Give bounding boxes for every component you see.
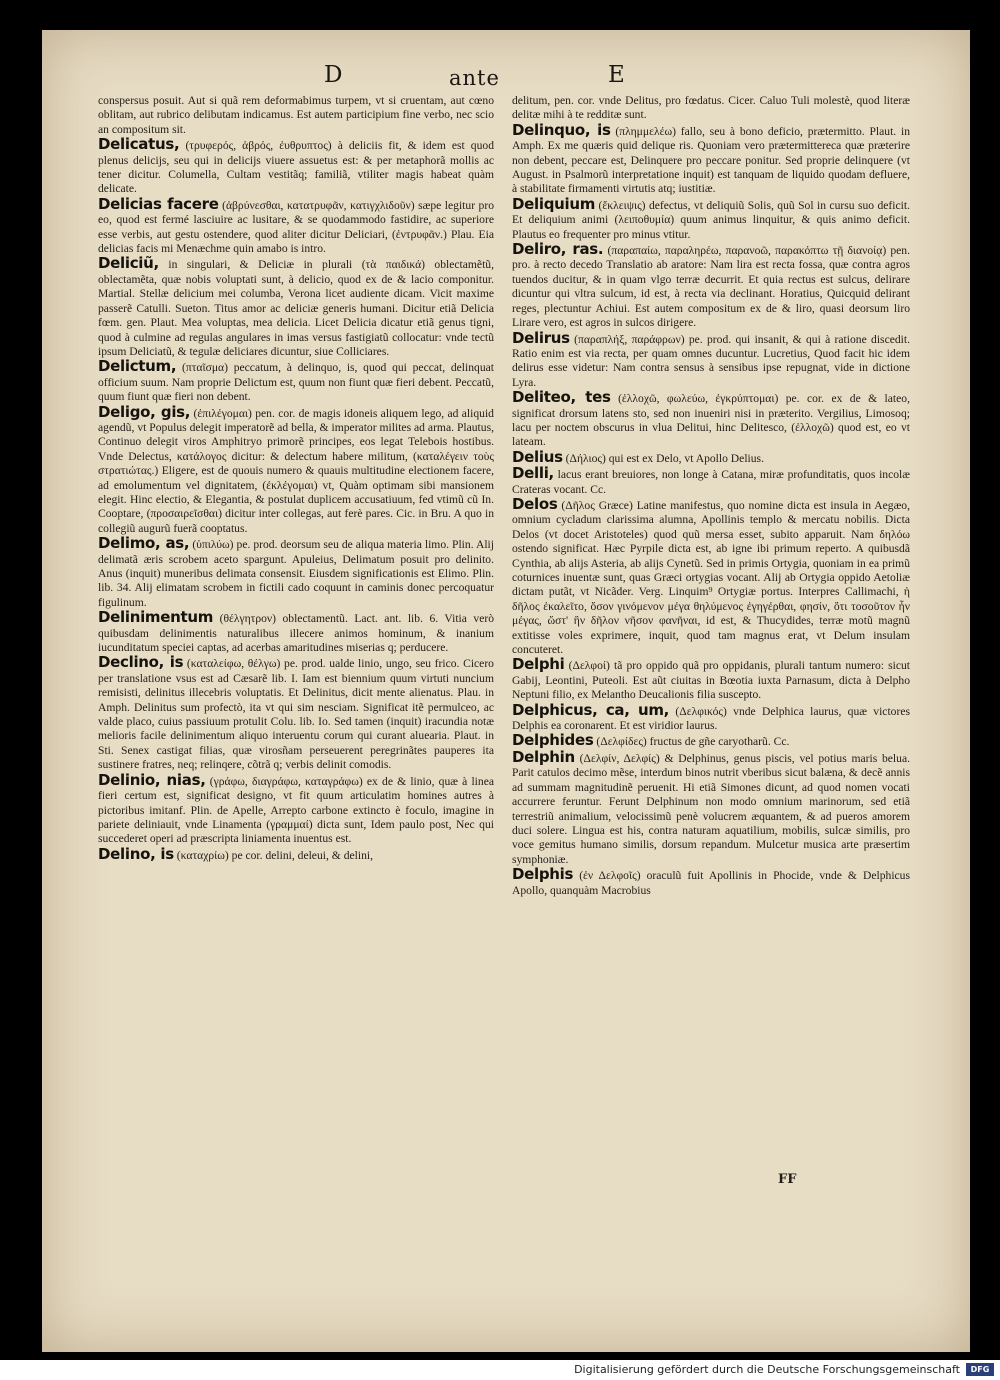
- entry-lemma: Delli,: [512, 464, 554, 483]
- entry-text: (ἐλλοχῶ, φωλεύω, ἐγκρύπτομαι) pe. cor. ex de & lateo, significat drorsum latens sto, sed non inueniri nisi in præterito. Vergilius, Limosoq; lacu per noctem obscurus in vlua Delitui, hinc Delitesco, (ἐλλοχῶ) quod est, eo vt lateam.: [512, 392, 910, 449]
- dictionary-entry: [512, 747, 910, 867]
- entry-lemma: Deliro, ras.: [512, 240, 604, 259]
- dictionary-entry: [98, 92, 494, 137]
- dictionary-entry: [512, 867, 910, 898]
- header-left-letter: D: [324, 62, 344, 88]
- right-column: [512, 92, 910, 898]
- dictionary-page: [42, 30, 970, 1352]
- entry-text: (Δελφίδες) fructus de gñe caryotharũ. Cc.: [596, 735, 790, 749]
- dictionary-entry: [512, 92, 910, 123]
- entry-text: (ἐπιλέγομαι) pen. cor. de magis idoneis aliquem lego, ad aliquid agendũ, vt Populus delegit imperatorẽ ad bella, & imperator milites ad arma. Plautus, Continuo delegit viros Amphitryo primorẽ principes, eos legat Telebois hostibus. Vnde Delectus, κατάλογος dicitur: & delectum habere militum, (καταλέγειν τοὺς στρατιώτας.) Eligere, est de quouis numero & quauis multitudine electionem facere, ad emolumentum vel dignitatem, (ἐκλέγομαι) vt, Quàm optimam sibi mansionem elegit. Hinc electio, & Elegantia, & postulat duplicem accusatiuum, fed vtimũ cũ In. Cooptare, (προσαιρεῖσθαι) dicitur inter collegas, aut ferè pares. Cic. in Bru. A quo in collegiũ augurũ fuerã cooptatus.: [98, 406, 494, 535]
- entry-text: (καταχρίω) pe cor. delini, deleui, & delini,: [176, 848, 373, 862]
- entry-lemma: Delirus: [512, 328, 570, 347]
- dictionary-entry: [98, 402, 494, 537]
- dictionary-entry: [512, 328, 910, 391]
- dictionary-entry: [512, 194, 911, 242]
- dfg-logo-icon: DFG: [966, 1363, 994, 1376]
- entry-text: (θέλγητρον) oblectamentũ. Lact. ant. lib. 6. Vitia verò quibusdam delinimentis naturalibus illecere animos hominum, & inanium iucunditatum speciei captas, ad acerbas amaritudines miserias q; perducere.: [98, 612, 494, 655]
- dictionary-entry: [98, 655, 494, 772]
- entry-text: (Δελφοί) tã pro oppido quã pro oppidanis, plurali tantum numero: sicut Gabij, Leontini, Puteoli. Est aũt ciuitas in Bœotia iuxta Parnasum, dicta à Delpho Neptuni filio, ex Melantho Deucalionis filia suscepto.: [512, 659, 910, 702]
- dictionary-entry: [98, 770, 494, 847]
- entry-lemma: Delphis: [512, 865, 574, 884]
- entry-text: conspersus posuit. Aut si quã rem deformabimus turpem, vt si cruentam, aut cœno oblitam, aut rubrico delibutam indicamus. Est autem participium fine verbo, nec scio an compositum sit.: [98, 94, 494, 136]
- dictionary-entry: [98, 610, 494, 655]
- entry-lemma: Delino, is: [98, 844, 174, 863]
- entry-text: (Δῆλος Græce) Latine manifestus, quo nomine dicta est insula in Aegæo, omnium cycladum clarissima alumna, Apollinis templo & mercatu nobilis. Dicta Delos (vt docet Aristoteles) quod quũ mersa esset, subito apparuit. Nam δηλόω ostendo significat. Hæc Pyrpile dicta est, ab igne ibi primum reperto. A quibusdã Cynthia, ab alijs Asteria, ab alijs Cynetũ. Sed in primis Ortygia, quoniam in ea primũ coturnices inuentæ sunt, quas Græci ortygias vocant. Alij ab Ortygia oppido Aetoliæ dictam putãt, vt Nicãder. Verg. Linquim⁹ Ortygiæ portus. Interpres Callimachi, ἡ δῆλος ἐκαλεῖτο, ὅσον γινόμενον μέγα θηλύμενος ἐγηγέρθαι, φησίν, ὅτι τοσοῦτον ἦν μέγας, ὥστ' ἣν δῆλον νῆσον φανῆναι, id est, & Thucydides, terræ motũ magnũ extitisse voles exprimere, inquit, quod tam magnus erat, vt Delum insulam concuteret.: [512, 498, 911, 657]
- entry-text: (Δελφικός) vnde Delphica laurus, quæ victores Delphis ea coronarent. Et est viridior laurus.: [512, 704, 910, 733]
- entry-lemma: Declino, is: [98, 653, 184, 672]
- entry-lemma: Delphin: [512, 747, 575, 766]
- entry-lemma: Delicatus,: [98, 135, 180, 154]
- entry-text: (καταλείφω, θέλγω) pe. prod. ualde linio, ungo, seu frico. Cicero per translatione vsus est ad Cæsarẽ lib. I. Iam est biennium quum virtuti nuncium remisisti, delinitus illecebris voluptatis. Et Delinitus, dicit mente alienatus. Plau. in Amph. Delinitus sum profectò, ita vt qui sim nesciam. Significat itẽ permulceo, ac valde placo, cuius passiuum protulit Colu. lib. Io. Sed tamen (inquit) iracundia notæ melioris facile delinimentum aliquo interuentu corum qui curant aluearia. Plaut. in Sti. Senex castigat filias, quæ virosñam perseuerent peregrinãtes pauperes ita sustinere fratres, neq; relinqere, cõtrã q; verbis delinit comodis.: [98, 657, 494, 772]
- entry-lemma: Delicias facere: [98, 194, 219, 213]
- dictionary-entry: [98, 137, 494, 197]
- entry-text: (ὑπιλύω) pe. prod. deorsum seu de aliqua materia limo. Plin. Alij delimatã æris scrobem aceto spargunt. Apuleius, Delimatum posuit pro delinito. Anus (inquit) muneribus delimata consensit. Eiusdem significationis est Elimo. Plin. lib. 34. Alij elimatam scrobem in fictili cado coquunt in caminis donec percoquatur figulinum.: [98, 538, 494, 609]
- entry-lemma: Delinimentum: [98, 608, 214, 627]
- entry-lemma: Deliquium: [512, 194, 596, 213]
- header-center-word: ante: [449, 66, 500, 90]
- dictionary-entry: [512, 494, 911, 657]
- funding-credit: Digitalisierung gefördert durch die Deutsche Forschungsgemeinschaft: [574, 1363, 960, 1376]
- entry-lemma: Delictum,: [98, 357, 177, 376]
- dictionary-entry: [98, 359, 494, 404]
- entry-lemma: Delimo, as,: [98, 534, 190, 553]
- entry-lemma: Deliteo, tes: [512, 388, 611, 407]
- left-column: [98, 92, 494, 863]
- entry-lemma: Delinquo, is: [512, 120, 611, 139]
- footer-strip: [0, 1360, 1000, 1380]
- dictionary-entry: [98, 194, 495, 257]
- entry-text: (πλημμελέω) fallo, seu à bono deficio, prætermitto. Plaut. in Amph. Ex me quæris quid delique ris. Quoniam vero prætermittereca quæ præterire non debent, peccare est, Delinquere pro peccare ponitur. Sed proprie delinquere (vt August. in Psalmorũ interpretatione inquit) est tanquam de liquido quodam defluere, à stabilitate firmamenti virtutis atq; iustitiæ.: [512, 124, 911, 196]
- entry-text: (Δήλιος) qui est ex Delo, vt Apollo Delius.: [565, 451, 764, 465]
- dictionary-entry: [512, 447, 910, 466]
- header-right-letter: E: [608, 62, 626, 88]
- entry-text: delitum, pen. cor. vnde Delitus, pro fœdatus. Cicer. Caluo Tuli molestè, quod literæ delitæ mihi à te redditæ sunt.: [512, 94, 910, 122]
- dictionary-entry: [98, 844, 494, 863]
- entry-text: (παραπαίω, παραληρέω, παρανοῶ, παρακόπτω τῇ διανοίᾳ) pen. pro. à recto decedo Translatio ab aratore: Nam lira est recta fossa, quæ contra agros tuendos ducitur, & in quam vlgo terræ decurrit. Et quia rectus est sulcus, delirare dicuntur qui vltra sulcum, id est, à recta via declinant. Horatius, Quicquid delirant reges, plectuntur Achiui. Est autem compositum ex de & liro, quasi deorsum liro Lirare vero, est agros in sulcos dirigere.: [512, 244, 910, 330]
- entry-lemma: Delinio, nias,: [98, 770, 206, 789]
- entry-text: (ἐν Δελφοῖς) oraculũ fuit Apollinis in Phocide, vnde & Delphicus Apollo, quanquàm Macrobius: [512, 869, 910, 897]
- entry-lemma: Delos: [512, 494, 558, 513]
- dictionary-entry: [98, 256, 494, 359]
- entry-text: (παραπλήξ, παράφρων) pe. prod. qui insanit, & qui à ratione discedit. Ratio enim est via recta, per quam omnes ducuntur. Lucretius, Quod facit hic idem delirus esse videtur: Nam contra sensus à sensibus ipse repugnat, vide in dictione Lyra.: [512, 332, 910, 389]
- entry-text: in singulari, & Deliciæ in plurali (τὰ παιδικά) oblectamẽtũ, oblectamẽta, quæ nobis voluptati sunt, à delicio, quod ex de & lacio componitur. Martial. Stellæ delicium mei columba, Verona licet audiente dicam. Vicit maxime passerẽ Catulli. Sueton. Titus amor ac deliciæ generis humani. Dicitur etiã Delicia fœm. gen. Plaut. Mea voluptas, mea delicia. Licet Delicia dicatur etiã genus tigni, quod à culmine ad regulas angulares in imas versus fastigiatũ collocatur: vnde tectũ ipsum Deliciatũ, & tegulæ deliciares dicuntur, siue Colliciares.: [98, 258, 494, 358]
- entry-text: (ἀβρύνεσθαι, κατατρυφᾶν, κατιγχλιδοῦν) sæpe legitur pro eo, quod est fermé lasciuire ac lusitare, & se quodammodo fastidire, ac superiore esse verbis, aut gestu ostendere, quod aliter dicitur Deliciari, (ἐντρυφᾶν.) Plau. Eia delicias facis mi Menæchme quin amabo is intro.: [98, 198, 495, 256]
- entry-lemma: Delphides: [512, 731, 594, 750]
- dictionary-entry: [512, 657, 910, 702]
- dictionary-entry: [512, 390, 910, 450]
- entry-lemma: Delphi: [512, 655, 565, 674]
- entry-lemma: Deliciũ,: [98, 254, 159, 273]
- dictionary-entry: [512, 466, 910, 497]
- signature-mark: FF: [778, 1172, 797, 1187]
- dictionary-entry: [98, 536, 494, 610]
- entry-text: (πταῖσμα) peccatum, à delinquo, is, quod qui peccat, delinquat officium suum. Nam proprie Delictum est, quum non fiunt quæ fieri debent. Peccatũ, quum fiunt quæ fieri non debent.: [98, 361, 494, 404]
- dictionary-entry: [512, 242, 910, 330]
- entry-text: (γράφω, διαγράφω, καταγράφω) ex de & linio, quæ à linea fieri certum est, significat designo, vt fit quum articulatim homines autres à pictoribus imitanf. Plin. de Apelle, Arrepto carbone extincto è foculo, imagine in pariete deliniauit, vnde Linamenta (γραμμαί) dicta sunt, Idem paulo post, Nec qui succederet operi ad præscripta liniamenta inuentus est.: [98, 774, 494, 846]
- entry-text: (Δελφίν, Δελφίς) & Delphinus, genus piscis, vel potius maris belua. Parit catulos decimo mẽse, interdum binos nutrit vberibus sicut balæna, & decẽ annis ad summam magnitudinẽ peruenit. Hi etiã Simones dicunt, ad quod nomen vocati accurrere feruntur. Ferunt Delphinum non modo omnium marinorum, sed etiã terrestriũ animalium, velocissimũ penè volucrem æquantem, & ad pueros amorem duci solere. Lingua est his, contra naturam aquatilium, mobilis, sulcæ similis, pro voce gemitus humano similis, dorsum repandum. Mulcetur musica arte præsertim symphoniæ.: [512, 751, 910, 866]
- entry-lemma: Deligo, gis,: [98, 402, 191, 421]
- dictionary-entry: [512, 700, 910, 734]
- entry-lemma: Delphicus, ca, um,: [512, 700, 670, 719]
- entry-text: (ἔκλειψις) defectus, vt deliquiũ Solis, quũ Sol in cursu suo deficit. Et deliquium animi (λειποθυμία) quum animus linquitur, & quis animo deficit. Plautus eo frequenter pro minus vtitur.: [512, 198, 911, 241]
- entry-lemma: Delius: [512, 447, 563, 466]
- dictionary-entry: [512, 120, 911, 197]
- entry-text: lacus erant breuiores, non longe à Catana, miræ profunditatis, quos incolæ Crateras vocant. Cc.: [512, 468, 910, 496]
- entry-text: (τρυφερός, ἁβρός, ἐυθρυπτος) à deliciis fit, & idem est quod plenus delicijs, seu qui in delicijs viuere assuetus est: & per metaphorã mollis ac tener dicitur. Columella, Cultam vestitãq; familiã, vtiliter magis habeat quàm delicate.: [98, 139, 494, 196]
